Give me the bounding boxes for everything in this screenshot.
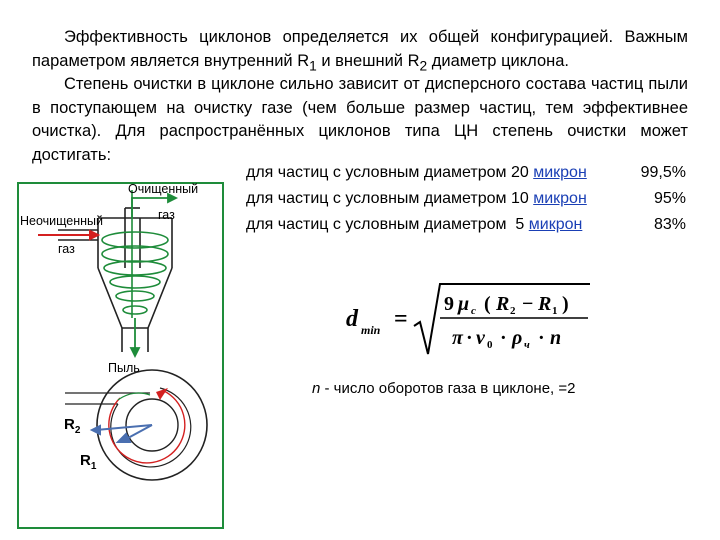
den-dot3: · [538, 327, 545, 349]
formula-lhs: d [346, 306, 358, 332]
den-n: n [550, 327, 562, 349]
dmin-formula [340, 280, 600, 360]
num-mu-sub: c [471, 305, 476, 317]
den-v: v [476, 327, 485, 349]
num-r2-sub: 2 [510, 305, 516, 317]
rate-prefix: для частиц с условным диаметром 10 [246, 190, 534, 207]
formula-eq: = [394, 306, 408, 332]
intro-line-2-c: диаметр циклона. [427, 51, 570, 70]
intro-line-2-b: и внешний R [316, 51, 420, 70]
rate-value: 95% [653, 190, 686, 207]
micron-link[interactable]: микрон [533, 190, 587, 207]
num-r1-sub: 1 [552, 305, 558, 317]
rate-value: 83% [653, 216, 686, 233]
den-rho-sub: ч [524, 339, 530, 351]
rate-value: 99,5% [640, 164, 686, 181]
dirty-gas-label-2: газ [58, 242, 75, 256]
clean-gas-label-2: газ [158, 208, 175, 222]
num-open: ( [484, 293, 491, 315]
r1-label [80, 452, 96, 472]
num-r1: R [538, 293, 552, 315]
rate-prefix: для частиц с условным диаметром 5 [246, 216, 529, 233]
radius-arrows [92, 425, 152, 442]
r1-sub: 1 [90, 461, 97, 472]
den-dot1: · [466, 327, 473, 349]
inlet-arrow [38, 231, 98, 239]
cyclone-body [58, 208, 172, 352]
num-r2: R [496, 293, 510, 315]
den-v-sub: 0 [487, 339, 493, 351]
micron-link[interactable]: микрон [528, 216, 583, 233]
rate-prefix: для частиц с условным диаметром 20 [246, 164, 534, 181]
note-symbol: n [312, 380, 321, 397]
den-dot2: · [500, 327, 507, 349]
micron-link[interactable]: микрон [533, 164, 587, 181]
rotation-note [312, 380, 575, 397]
intro-line-2-a: Важным параметром является внутренний R [32, 28, 688, 70]
note-text: - число оборотов газа в циклоне, =2 [320, 380, 576, 397]
efficiency-text: Степень очистки в циклоне сильно зависит от дисперсного состава частиц пыли в поступающем на очистку газе (чем больше размер частиц, тем эффективнее очистка). Для распространённых циклонов типа ЦН степень очистки может достигать: [32, 75, 688, 164]
dirty-gas-label-1: Неочищенный [20, 214, 104, 228]
r2-sub: 2 [74, 425, 81, 436]
r1-letter: R [80, 452, 91, 469]
num-coef: 9 [444, 293, 454, 315]
num-minus: − [522, 293, 534, 315]
num-close: ) [562, 293, 569, 315]
formula-lhs-sub: min [361, 323, 381, 337]
den-rho: ρ [512, 327, 523, 349]
num-mu: μ [458, 293, 470, 315]
clean-gas-label-1: Очищенный [128, 182, 199, 196]
den-pi: π [452, 327, 463, 349]
dust-label: Пыль [108, 361, 140, 375]
dust-arrow [131, 318, 139, 356]
r2-label [64, 416, 80, 436]
r2-subscript: 2 [419, 57, 428, 73]
r2-letter: R [64, 416, 75, 433]
r1-subscript: 1 [309, 57, 317, 73]
intro-line-1: Эффективность циклонов определяется их общей конфигурацией. [64, 28, 614, 46]
